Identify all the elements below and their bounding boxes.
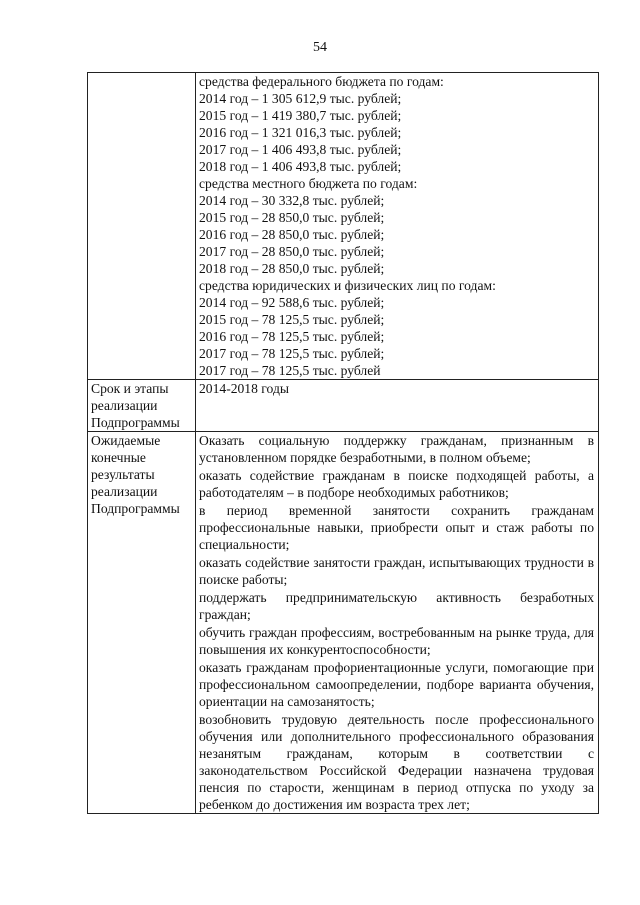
funding-line: 2016 год – 28 850,0 тыс. рублей; xyxy=(199,227,385,242)
result-item: возобновить трудовую деятельность после профессионального обучения или дополнительного профессионального образования незанятым гражданам, которым в соответствии с законодательством Российской Федерации назначена трудовая пенсия по старости, женщинам в период отпуска по уходу за ребенком до достижения им возраста трех лет; xyxy=(199,712,594,812)
funding-line: 2014 год – 30 332,8 тыс. рублей; xyxy=(199,193,385,208)
funding-line: 2015 год – 28 850,0 тыс. рублей; xyxy=(199,210,385,225)
funding-line: 2015 год – 1 419 380,7 тыс. рублей; xyxy=(199,108,402,123)
funding-line: средства федерального бюджета по годам: xyxy=(199,74,444,89)
result-item: поддержать предпринимательскую активность безработных граждан; xyxy=(199,590,594,622)
funding-line: 2017 год – 78 125,5 тыс. рублей; xyxy=(199,346,385,361)
results-label-line: Подпрограммы xyxy=(91,501,180,516)
results-label-line: результаты xyxy=(91,467,155,482)
funding-line: 2015 год – 78 125,5 тыс. рублей; xyxy=(199,312,385,327)
funding-line: 2018 год – 28 850,0 тыс. рублей; xyxy=(199,261,385,276)
results-label-line: Ожидаемые xyxy=(91,433,161,448)
results-label-line: конечные xyxy=(91,450,146,465)
result-item: оказать содействие занятости граждан, испытывающих трудности в поиске работы; xyxy=(199,555,594,587)
result-item: оказать гражданам профориентационные услуги, помогающие при профессиональном самоопределении, подборе варианта обучения, ориентации на самозанятость; xyxy=(199,660,594,709)
funding-line: средства юридических и физических лиц по годам: xyxy=(199,278,496,293)
funding-row xyxy=(88,73,599,380)
result-item: в период временной занятости сохранить гражданам профессиональные навыки, приобрести опыт и стаж работы по специальности; xyxy=(199,503,594,552)
funding-line: 2014 год – 92 588,6 тыс. рублей; xyxy=(199,295,385,310)
result-item: оказать содействие гражданам в поиске подходящей работы, а работодателям – в подборе необходимых работников; xyxy=(199,468,594,500)
funding-line: 2017 год – 28 850,0 тыс. рублей; xyxy=(199,244,385,259)
page-number: 54 xyxy=(313,40,327,55)
subprogram-passport-table xyxy=(87,72,599,814)
term-value-cell xyxy=(196,380,599,432)
result-item: Оказать социальную поддержку гражданам, признанным в установленном порядке безработными, в полном объеме; xyxy=(199,433,594,465)
funding-line: средства местного бюджета по годам: xyxy=(199,176,418,191)
term-row xyxy=(88,380,599,432)
funding-line: 2016 год – 78 125,5 тыс. рублей; xyxy=(199,329,385,344)
result-item: обучить граждан профессиям, востребованным на рынке труда, для повышения их конкурентоспособности; xyxy=(199,625,594,657)
funding-line: 2016 год – 1 321 016,3 тыс. рублей; xyxy=(199,125,402,140)
results-row xyxy=(88,432,599,814)
term-value: 2014-2018 годы xyxy=(199,381,289,396)
funding-value-cell xyxy=(196,73,599,380)
results-label-line: реализации xyxy=(91,484,158,499)
results-label-cell xyxy=(88,432,196,814)
term-label-line: Подпрограммы xyxy=(91,415,180,430)
funding-line: 2017 год – 78 125,5 тыс. рублей xyxy=(199,363,381,378)
funding-line: 2018 год – 1 406 493,8 тыс. рублей; xyxy=(199,159,402,174)
term-label-line: реализации xyxy=(91,398,158,413)
funding-line: 2017 год – 1 406 493,8 тыс. рублей; xyxy=(199,142,402,157)
term-label-line: Срок и этапы xyxy=(91,381,169,396)
funding-line: 2014 год – 1 305 612,9 тыс. рублей; xyxy=(199,91,402,106)
term-label-cell xyxy=(88,380,196,432)
funding-label-cell xyxy=(88,73,196,380)
results-value-cell xyxy=(196,432,599,814)
